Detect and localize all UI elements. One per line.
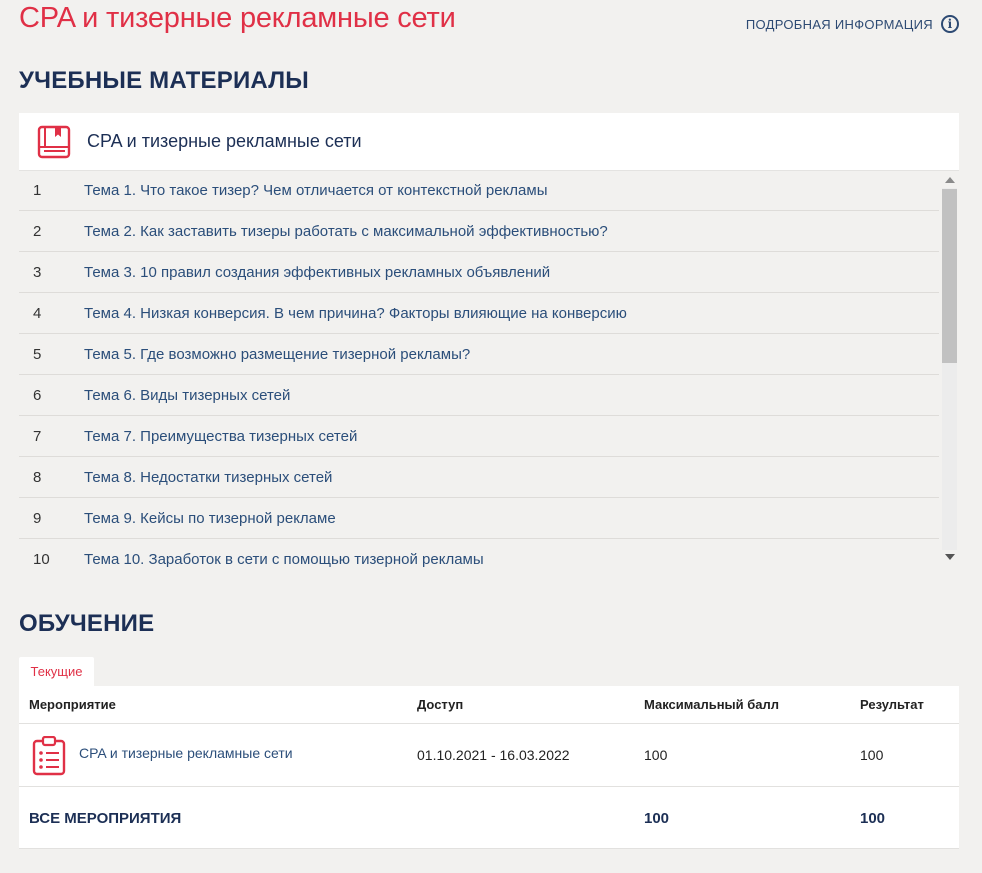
topic-number: 2 (33, 222, 42, 240)
topic-number: 10 (33, 550, 50, 568)
topic-row[interactable] (19, 539, 939, 579)
topic-row[interactable] (19, 375, 939, 416)
max-score-value: 100 (644, 747, 668, 763)
table-row (19, 724, 959, 787)
topic-link[interactable]: Тема 3. 10 правил создания эффективных рекламных объявлений (84, 263, 551, 281)
topic-row[interactable] (19, 498, 939, 539)
topic-number: 7 (33, 427, 42, 445)
total-result: 100 (860, 810, 886, 827)
topic-link[interactable]: Тема 8. Недостатки тизерных сетей (84, 468, 333, 486)
topic-link[interactable]: Тема 4. Низкая конверсия. В чем причина? Факторы влияющие на конверсию (84, 304, 627, 322)
topic-link[interactable]: Тема 1. Что такое тизер? Чем отличается от контекстной рекламы (84, 181, 548, 199)
more-info-label: ПОДРОБНАЯ ИНФОРМАЦИЯ (745, 16, 933, 32)
access-dates: 01.10.2021 - 16.03.2022 (417, 747, 570, 763)
topic-number: 6 (33, 386, 42, 404)
info-icon: i (941, 15, 959, 33)
total-label: ВСЕ МЕРОПРИЯТИЯ (29, 810, 182, 827)
column-header-access: Доступ (417, 697, 464, 712)
topic-number: 5 (33, 345, 42, 363)
topic-number: 9 (33, 509, 42, 527)
topic-row[interactable] (19, 170, 939, 211)
column-header-max-score: Максимальный балл (644, 697, 780, 712)
page-title: CPA и тизерные рекламные сети (19, 2, 456, 34)
topic-link[interactable]: Тема 7. Преимущества тизерных сетей (84, 427, 358, 445)
materials-heading: УЧЕБНЫЕ МАТЕРИАЛЫ (19, 67, 309, 94)
topic-row[interactable] (19, 416, 939, 457)
topic-number: 1 (33, 181, 42, 199)
topic-number: 4 (33, 304, 42, 322)
learning-table (19, 686, 959, 848)
table-header (19, 686, 959, 724)
table-total-row (19, 787, 959, 849)
total-max-score: 100 (644, 810, 670, 827)
topic-row[interactable] (19, 334, 939, 375)
book-icon (37, 125, 71, 159)
event-link[interactable]: CPA и тизерные рекламные сети (79, 745, 293, 761)
topic-link[interactable]: Тема 10. Заработок в сети с помощью тизерной рекламы (84, 550, 484, 568)
scroll-down-arrow[interactable] (945, 554, 955, 560)
tab-current[interactable]: Текущие (19, 657, 94, 686)
result-value: 100 (860, 747, 884, 763)
topic-row[interactable] (19, 252, 939, 293)
learning-heading: ОБУЧЕНИЕ (19, 610, 155, 637)
more-info-link[interactable] (746, 15, 959, 33)
scroll-up-arrow[interactable] (945, 177, 955, 183)
scroll-thumb[interactable] (942, 189, 957, 363)
materials-card[interactable] (19, 113, 959, 171)
topic-link[interactable]: Тема 6. Виды тизерных сетей (84, 386, 291, 404)
topic-list (19, 170, 959, 580)
topic-link[interactable]: Тема 9. Кейсы по тизерной рекламе (84, 509, 336, 527)
topic-row[interactable] (19, 211, 939, 252)
topic-row[interactable] (19, 293, 939, 334)
topic-number: 8 (33, 468, 42, 486)
topic-link[interactable]: Тема 5. Где возможно размещение тизерной рекламы? (84, 345, 471, 363)
topic-scrollbar[interactable] (940, 170, 959, 570)
card-title: CPA и тизерные рекламные сети (87, 131, 362, 151)
topic-row[interactable] (19, 457, 939, 498)
topic-number: 3 (33, 263, 42, 281)
topic-link[interactable]: Тема 2. Как заставить тизеры работать с максимальной эффективностью? (84, 222, 608, 240)
column-header-result: Результат (860, 697, 924, 712)
column-header-event: Мероприятие (29, 697, 116, 712)
clipboard-icon (32, 736, 66, 776)
